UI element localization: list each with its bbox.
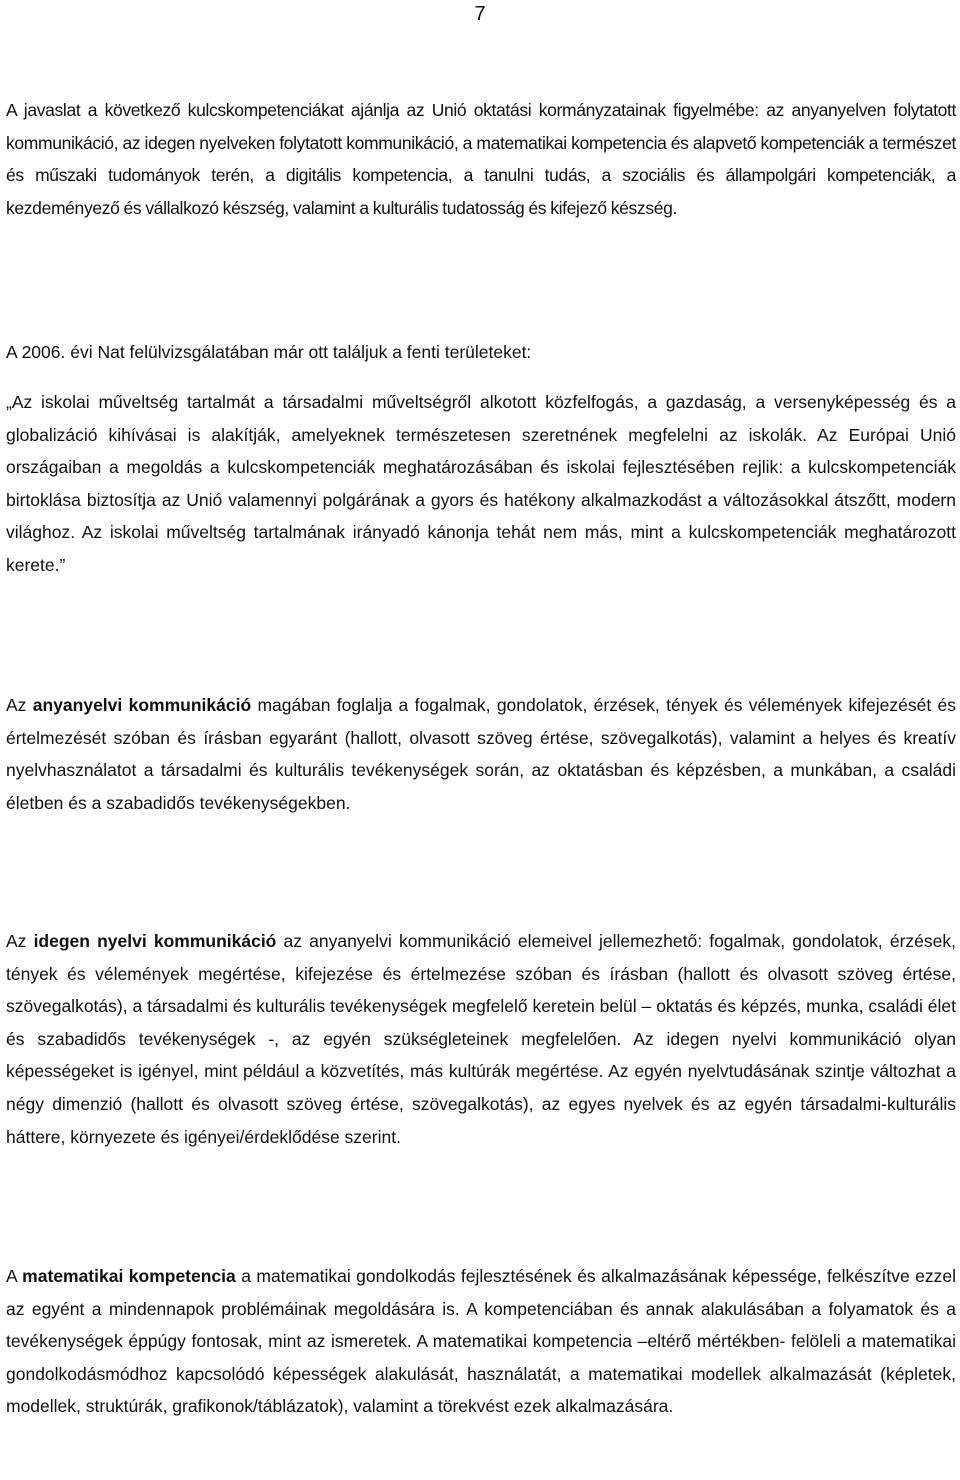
paragraph-key-competences-proposal: A javaslat a következő kulcskompetenciákat ajánlja az Unió oktatási kormányzatainak figyelmébe: az anyanyelven folytatott kommunikáció, az idegen nyelveken folytatott kommunikáció, a matematikai kompetencia és alapvető kompetenciák a természet és műszaki tudományok terén, a digitális kompetencia, a tanulni tudás, a szociális és állampolgári kompetenciák, a kezdeményező és vállalkozó készség, valamint a kulturális tudatosság és kifejező készség. bbox=[6, 100, 956, 218]
paragraph-body: a matematikai gondolkodás fejlesztésének és alkalmazásának képessége, felkészítve ezzel az egyént a mindennapok problémáinak megoldására is. A kompetenciában és annak alakulásában a folyamatok és a tevékenységek éppúgy fontosak, mint az ismeretek. A matematikai kompetencia –eltérő mértékben- felöleli a matematikai gondolkodásmódhoz kapcsolódó képességek alakulását, használatát, a matematikai modellek alkalmazását (képletek, modellek, struktúrák, grafikonok/táblázatok), valamint a törekvést ezek alkalmazására. bbox=[6, 1266, 956, 1417]
paragraph-nat-2006-intro: A 2006. évi Nat felülvizsgálatában már ott találjuk a fenti területeket: bbox=[6, 342, 532, 362]
paragraph-idegen-nyelvi-kommunikacio bbox=[6, 925, 956, 1153]
paragraph-matematikai-kompetencia bbox=[6, 1260, 956, 1423]
paragraph-prefix: Az bbox=[6, 931, 34, 951]
term-anyanyelvi-kommunikacio: anyanyelvi kommunikáció bbox=[32, 695, 252, 715]
paragraph-body: az anyanyelvi kommunikáció elemeivel jellemezhető: fogalmak, gondolatok, érzések, tények és vélemények megértése, kifejezése és értelmezése szóban és írásban (hallott és olvasott szöveg értése, szövegalkotás), a társadalmi és kulturális tevékenységek megfelelő keretein belül – oktatás és képzés, munka, családi élet és szabadidős tevékenységek -, az egyén szükségleteinek megfelelően. Az idegen nyelvi kommunikáció olyan képességeket is igényel, mint például a közvetítés, más kultúrák megértése. Az egyén nyelvtudásának szintje változhat a négy dimenzió (hallott és olvasott szöveg értése, szövegalkotás), az egyes nyelvek és az egyén társadalmi-kulturális háttere, környezete és igényei/érdeklődése szerint. bbox=[6, 931, 956, 1147]
term-idegen-nyelvi-kommunikacio: idegen nyelvi kommunikáció bbox=[33, 931, 277, 951]
paragraph-prefix: Az bbox=[6, 695, 33, 715]
page-number: 7 bbox=[474, 3, 486, 25]
term-matematikai-kompetencia: matematikai kompetencia bbox=[22, 1266, 236, 1286]
paragraph-anyanyelvi-kommunikacio bbox=[6, 689, 956, 819]
quote-nat-2006: „Az iskolai műveltség tartalmát a társadalmi műveltségről alkotott közfelfogás, a gazdaság, a versenyképesség és a globalizáció kihívásai is alakítják, amelyeknek természetesen szeretnének megfelelni az iskolák. Az Európai Unió országaiban a megoldás a kulcskompetenciák meghatározásában és iskolai fejlesztésében rejlik: a kulcskompetenciák birtoklása biztosítja az Unió valamennyi polgárának a gyors és hatékony alkalmazkodást a változásokkal átszőtt, modern világhoz. Az iskolai műveltség tartalmának irányadó kánonja tehát nem más, mint a kulcskompetenciák meghatározott kerete.” bbox=[6, 392, 956, 575]
paragraph-body: magában foglalja a fogalmak, gondolatok, érzések, tények és vélemények kifejezését és értelmezését szóban és írásban egyaránt (hallott, olvasott szöveg értése, szövegalkotás), valamint a helyes és kreatív nyelvhasználatot a társadalmi és kulturális tevékenységek során, az oktatásban és képzésben, a munkában, a családi életben és a szabadidős tevékenységekben. bbox=[6, 695, 956, 813]
paragraph-prefix: A bbox=[6, 1266, 23, 1286]
